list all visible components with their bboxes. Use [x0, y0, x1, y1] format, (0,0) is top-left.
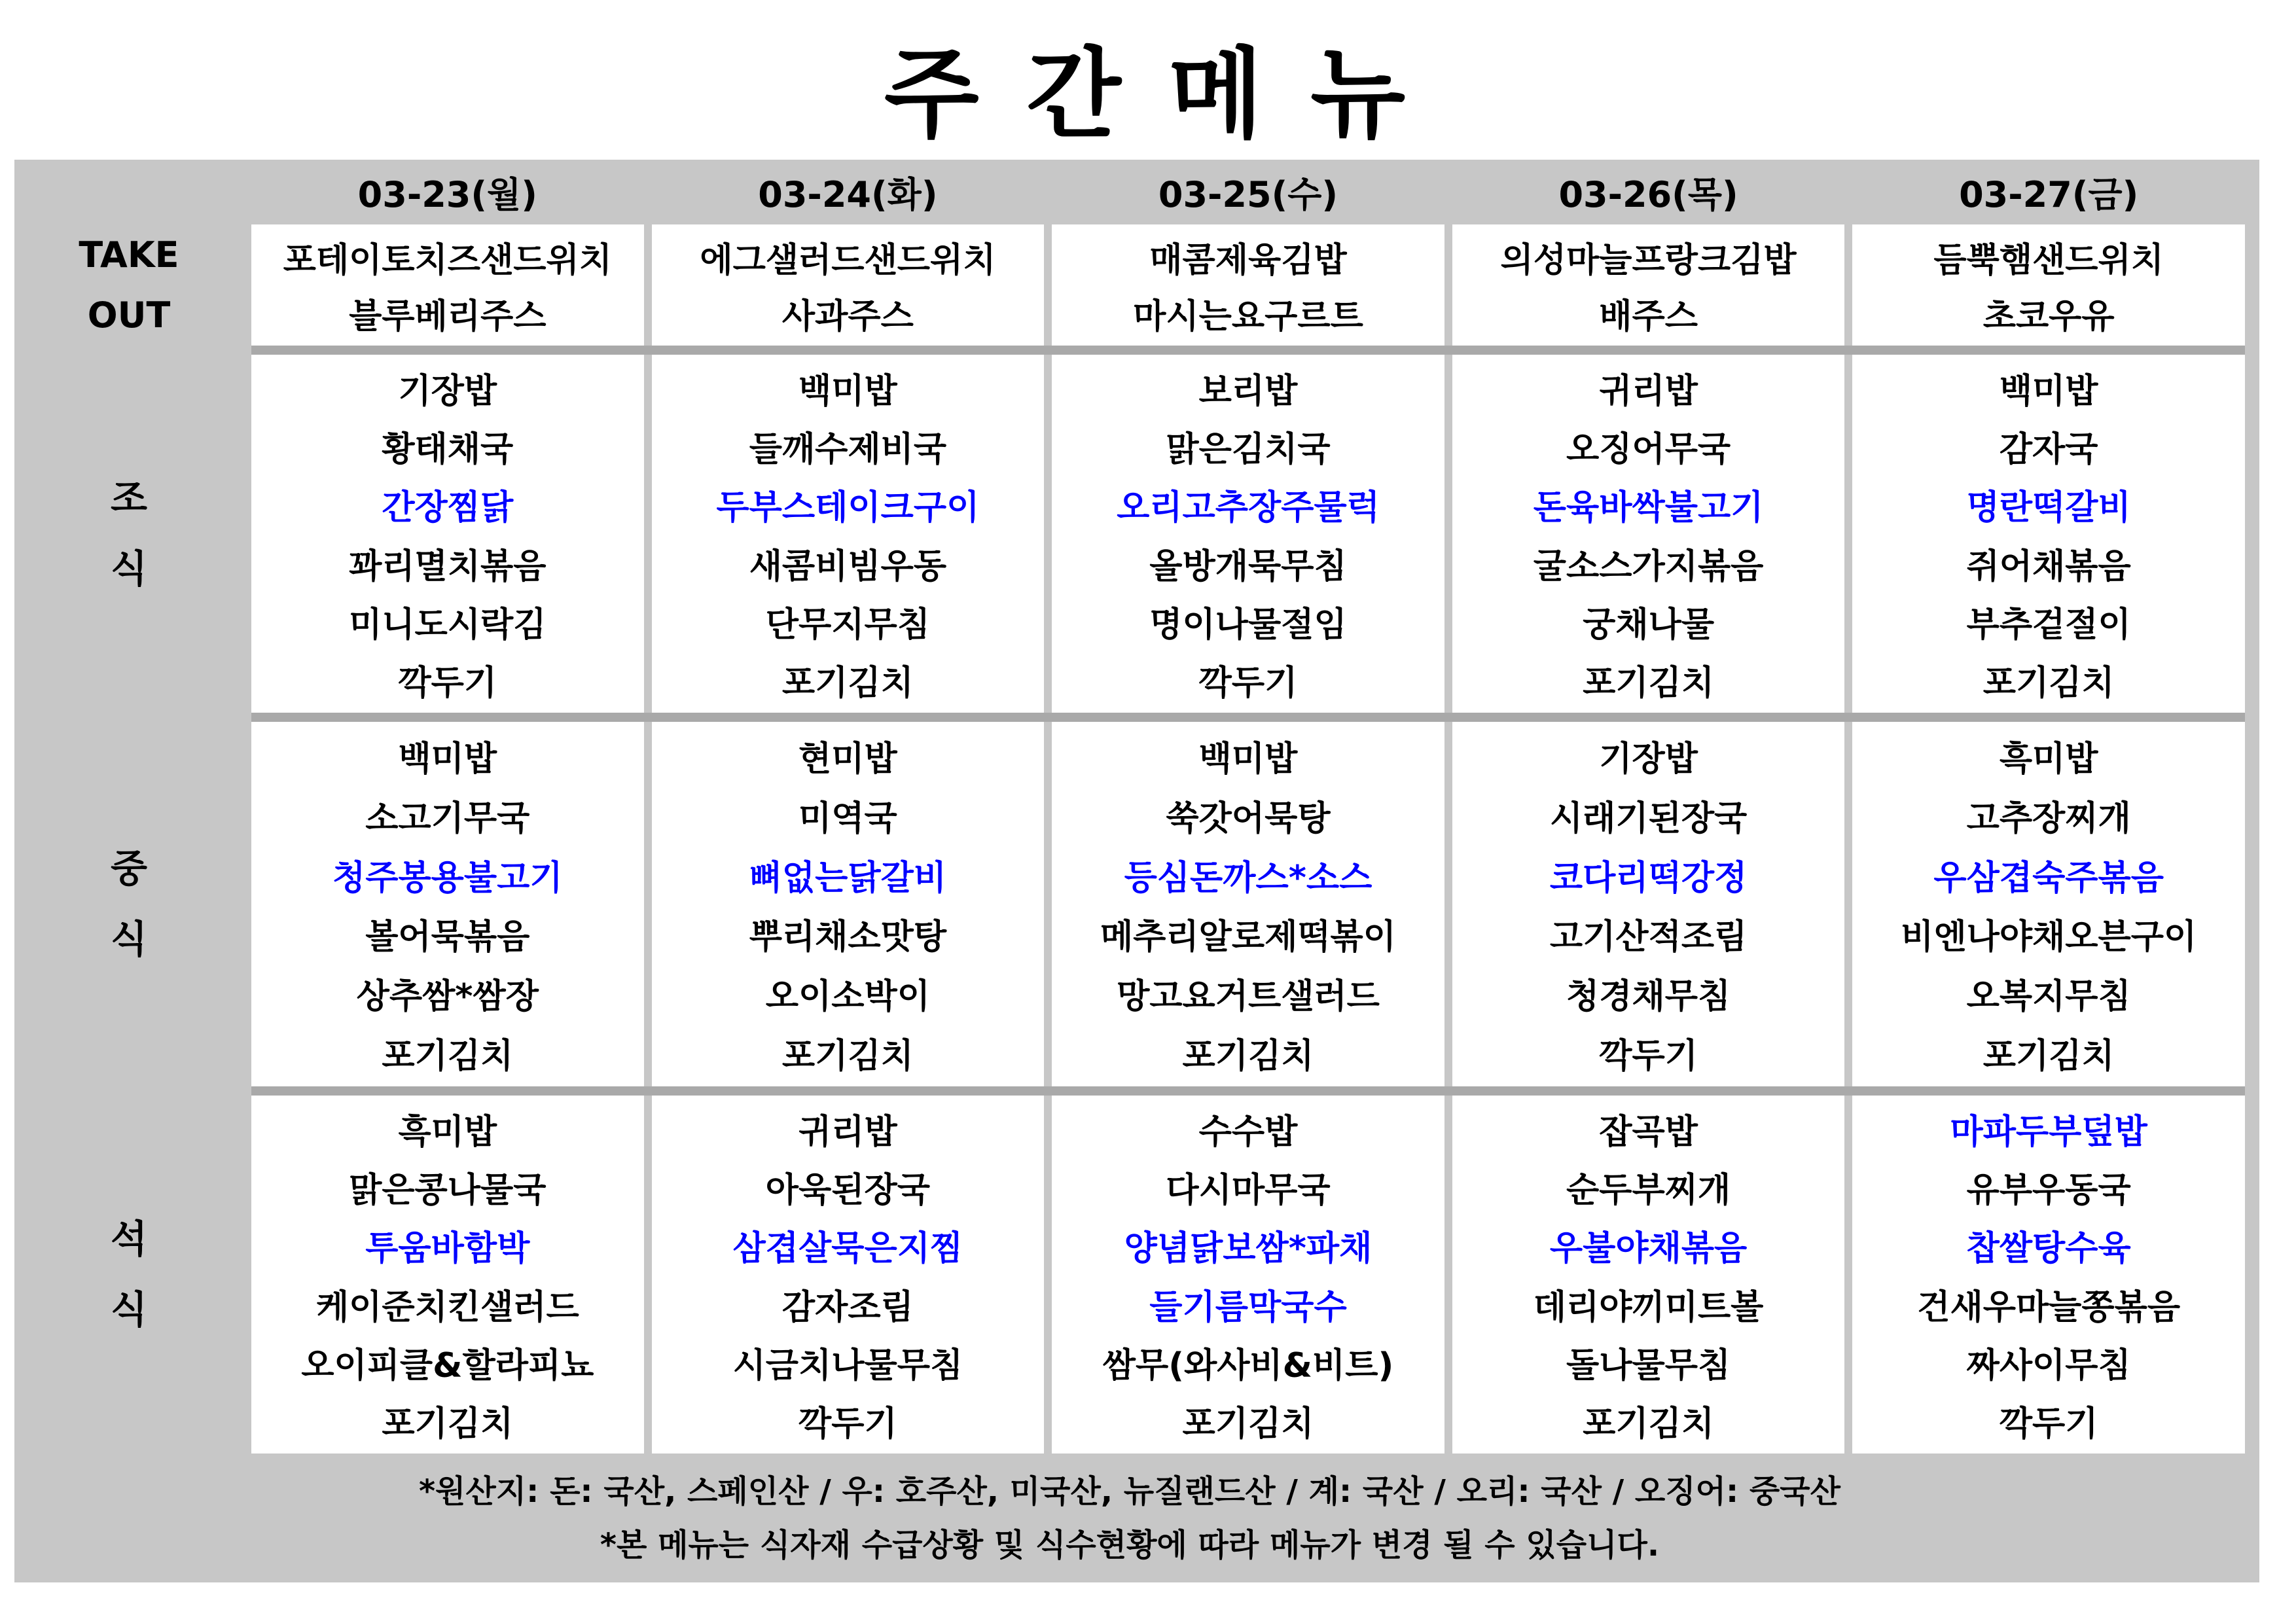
menu-item: 메추리알로제떡볶이 — [1100, 918, 1397, 957]
menu-item: 뼈없는닭갈비 — [749, 858, 947, 898]
menu-item: 소고기무국 — [365, 798, 530, 838]
menu-item: 에그샐러드샌드위치 — [700, 240, 996, 280]
menu-item: 배주스 — [1599, 297, 1698, 337]
menu-item: 포기김치 — [1182, 1404, 1314, 1444]
menu-item: 백미밥 — [798, 372, 897, 412]
cell-dinner-wed — [1052, 1096, 1444, 1454]
menu-item: 포기김치 — [1982, 663, 2115, 703]
menu-item: 코다리떡강정 — [1549, 858, 1748, 898]
cell-breakfast-fri — [1852, 355, 2245, 713]
footer-notes — [14, 1454, 2245, 1582]
menu-item: 기장밥 — [398, 372, 497, 412]
menu-item: 포테이토치즈샌드위치 — [283, 240, 612, 280]
menu-item: 건새우마늘쫑볶음 — [1917, 1287, 2181, 1327]
menu-item: 포기김치 — [781, 663, 914, 703]
cell-breakfast-wed — [1052, 355, 1444, 713]
menu-item: 감자조림 — [781, 1287, 914, 1327]
row-label-lunch — [14, 722, 243, 1086]
menu-item: 초코우유 — [1982, 297, 2115, 337]
menu-change-note: *본 메뉴는 식자재 수급상황 및 식수현황에 따라 메뉴가 변경 될 수 있습니다. — [600, 1527, 1660, 1563]
row-label-line: TAKE — [79, 234, 179, 276]
menu-item: 백미밥 — [1198, 739, 1298, 779]
menu-item: 양념닭보쌈*파채 — [1124, 1229, 1372, 1269]
menu-item: 망고요거트샐러드 — [1117, 977, 1380, 1017]
menu-item: 백미밥 — [1999, 372, 2098, 412]
cell-breakfast-thu — [1452, 355, 1845, 713]
menu-item: 오이소박이 — [765, 977, 930, 1017]
menu-item: 순두부찌개 — [1566, 1171, 1731, 1211]
menu-item: 비엔나야채오븐구이 — [1901, 918, 2197, 957]
row-label-dinner — [14, 1096, 243, 1454]
cell-dinner-thu — [1452, 1096, 1845, 1454]
menu-item: 포기김치 — [1182, 1037, 1314, 1077]
menu-item: 상추쌈*쌈장 — [356, 977, 539, 1017]
menu-item: 청경채무침 — [1566, 977, 1731, 1017]
day-header-thu: 03-26(목) — [1558, 174, 1738, 215]
menu-item: 청주봉용불고기 — [332, 858, 563, 898]
menu-item: 흑미밥 — [398, 1113, 497, 1152]
cell-takeout-wed — [1052, 224, 1444, 346]
menu-item: 사과주스 — [781, 297, 914, 337]
page-title: 주 간 메 뉴 — [884, 38, 1412, 152]
menu-item: 마시는요구르트 — [1133, 297, 1363, 337]
row-label-line: 식 — [110, 916, 148, 961]
menu-item: 찹쌀탕수육 — [1966, 1229, 2131, 1269]
menu-item: 들깨수제비국 — [749, 430, 947, 470]
menu-item: 감자국 — [1999, 430, 2098, 470]
menu-item: 듬뿍햄샌드위치 — [1933, 240, 2164, 280]
menu-item: 명이나물절임 — [1149, 605, 1347, 645]
menu-item: 삼겹살묵은지찜 — [732, 1229, 963, 1269]
menu-item: 고기산적조림 — [1549, 918, 1748, 957]
menu-item: 두부스테이크구이 — [716, 488, 980, 528]
day-header-tue: 03-24(화) — [758, 174, 938, 215]
menu-item: 투움바함박 — [365, 1229, 530, 1269]
menu-item: 돌나물무침 — [1566, 1346, 1731, 1385]
menu-item: 매콤제육김밥 — [1149, 240, 1347, 280]
cell-lunch-wed — [1052, 722, 1444, 1086]
cell-dinner-tue — [652, 1096, 1045, 1454]
menu-item: 단무지무침 — [765, 605, 930, 645]
menu-item: 귀리밥 — [798, 1113, 897, 1152]
cell-takeout-tue — [652, 224, 1045, 346]
menu-item: 시금치나물무침 — [732, 1346, 963, 1385]
menu-item: 쑥갓어묵탕 — [1166, 798, 1331, 838]
menu-item: 깍두기 — [398, 663, 497, 703]
menu-item: 아욱된장국 — [765, 1171, 930, 1211]
menu-item: 블루베리주스 — [349, 297, 547, 337]
menu-item: 뿌리채소맛탕 — [749, 918, 947, 957]
menu-item: 돈육바싹불고기 — [1533, 488, 1764, 528]
cell-lunch-thu — [1452, 722, 1845, 1086]
row-label-line: 식 — [110, 1287, 148, 1332]
menu-item: 잡곡밥 — [1599, 1113, 1698, 1152]
menu-item: 쥐어채볶음 — [1966, 546, 2131, 586]
menu-item: 시래기된장국 — [1549, 798, 1748, 838]
menu-item: 올방개묵무침 — [1149, 546, 1347, 586]
origin-note: *원산지: 돈: 국산, 스페인산 / 우: 호주산, 미국산, 뉴질랜드산 / 계: 국산 / 오리: 국산 / 오징어: 중국산 — [418, 1473, 1841, 1510]
row-label-line: 식 — [110, 546, 148, 591]
row-label-breakfast — [14, 355, 243, 713]
menu-item: 미역국 — [798, 798, 897, 838]
menu-item: 포기김치 — [382, 1037, 514, 1077]
cell-breakfast-tue — [652, 355, 1045, 713]
menu-item: 포기김치 — [382, 1404, 514, 1444]
menu-item: 백미밥 — [398, 739, 497, 779]
menu-item: 포기김치 — [781, 1037, 914, 1077]
menu-item: 맑은김치국 — [1166, 430, 1331, 470]
section-divider — [251, 713, 2245, 722]
menu-item: 맑은콩나물국 — [349, 1171, 547, 1211]
menu-item: 데리야끼미트볼 — [1533, 1287, 1764, 1327]
cell-takeout-mon — [251, 224, 644, 346]
menu-item: 깍두기 — [1198, 663, 1298, 703]
cell-takeout-fri — [1852, 224, 2245, 346]
section-divider — [251, 1086, 2245, 1096]
row-label-line: 석 — [110, 1217, 148, 1262]
menu-item: 보리밥 — [1198, 372, 1298, 412]
menu-item: 오리고추장주물럭 — [1117, 488, 1380, 528]
row-label-takeout — [14, 224, 243, 346]
menu-item: 들기름막국수 — [1149, 1287, 1347, 1327]
menu-item: 포기김치 — [1982, 1037, 2115, 1077]
day-header-wed: 03-25(수) — [1158, 174, 1338, 215]
menu-item: 굴소스가지볶음 — [1533, 546, 1764, 586]
menu-item: 짜사이무침 — [1966, 1346, 2131, 1385]
menu-item: 케이준치킨샐러드 — [315, 1287, 579, 1327]
menu-item: 고추장찌개 — [1966, 798, 2131, 838]
menu-item: 새콤비빔우동 — [749, 546, 947, 586]
cell-breakfast-mon — [251, 355, 644, 713]
menu-item: 수수밥 — [1198, 1113, 1298, 1152]
menu-item: 깍두기 — [1999, 1404, 2098, 1444]
menu-item: 포기김치 — [1583, 1404, 1715, 1444]
menu-item: 부추겉절이 — [1966, 605, 2131, 645]
menu-item: 유부우동국 — [1966, 1171, 2131, 1211]
menu-item: 황태채국 — [382, 430, 514, 470]
menu-item: 등심돈까스*소스 — [1124, 858, 1372, 898]
row-label-line: 조 — [110, 476, 148, 521]
menu-item: 우삼겹숙주볶음 — [1933, 858, 2164, 898]
menu-item: 깍두기 — [798, 1404, 897, 1444]
cell-lunch-fri — [1852, 722, 2245, 1086]
cell-lunch-mon — [251, 722, 644, 1086]
menu-item: 흑미밥 — [1999, 739, 2098, 779]
menu-item: 오징어무국 — [1566, 430, 1731, 470]
menu-item: 포기김치 — [1583, 663, 1715, 703]
menu-item: 마파두부덮밥 — [1950, 1113, 2147, 1152]
menu-item: 오복지무침 — [1966, 977, 2131, 1017]
menu-item: 간장찜닭 — [382, 488, 514, 528]
menu-item: 궁채나물 — [1583, 605, 1715, 645]
cell-dinner-mon — [251, 1096, 644, 1454]
menu-item: 꽈리멸치볶음 — [349, 546, 547, 586]
day-header-mon: 03-23(월) — [357, 174, 537, 215]
menu-item: 기장밥 — [1599, 739, 1698, 779]
section-divider — [251, 346, 2245, 355]
menu-item: 쌈무(와사비&비트) — [1102, 1346, 1394, 1385]
cell-takeout-thu — [1452, 224, 1845, 346]
cell-lunch-tue — [652, 722, 1045, 1086]
menu-item: 깍두기 — [1599, 1037, 1698, 1077]
weekly-menu-table — [14, 160, 2259, 1582]
menu-item: 귀리밥 — [1599, 372, 1698, 412]
menu-item: 오이피클&할라피뇨 — [301, 1346, 594, 1385]
row-label-line: OUT — [87, 294, 171, 336]
menu-item: 볼어묵볶음 — [365, 918, 530, 957]
menu-item: 현미밥 — [798, 739, 897, 779]
menu-item: 명란떡갈비 — [1966, 488, 2131, 528]
menu-item: 우불야채볶음 — [1549, 1229, 1748, 1269]
menu-item: 다시마무국 — [1166, 1171, 1331, 1211]
menu-item: 미니도시락김 — [349, 605, 547, 645]
row-label-line: 중 — [110, 846, 148, 891]
cell-dinner-fri — [1852, 1096, 2245, 1454]
day-header-fri: 03-27(금) — [1959, 174, 2139, 215]
menu-item: 의성마늘프랑크김밥 — [1500, 240, 1797, 280]
